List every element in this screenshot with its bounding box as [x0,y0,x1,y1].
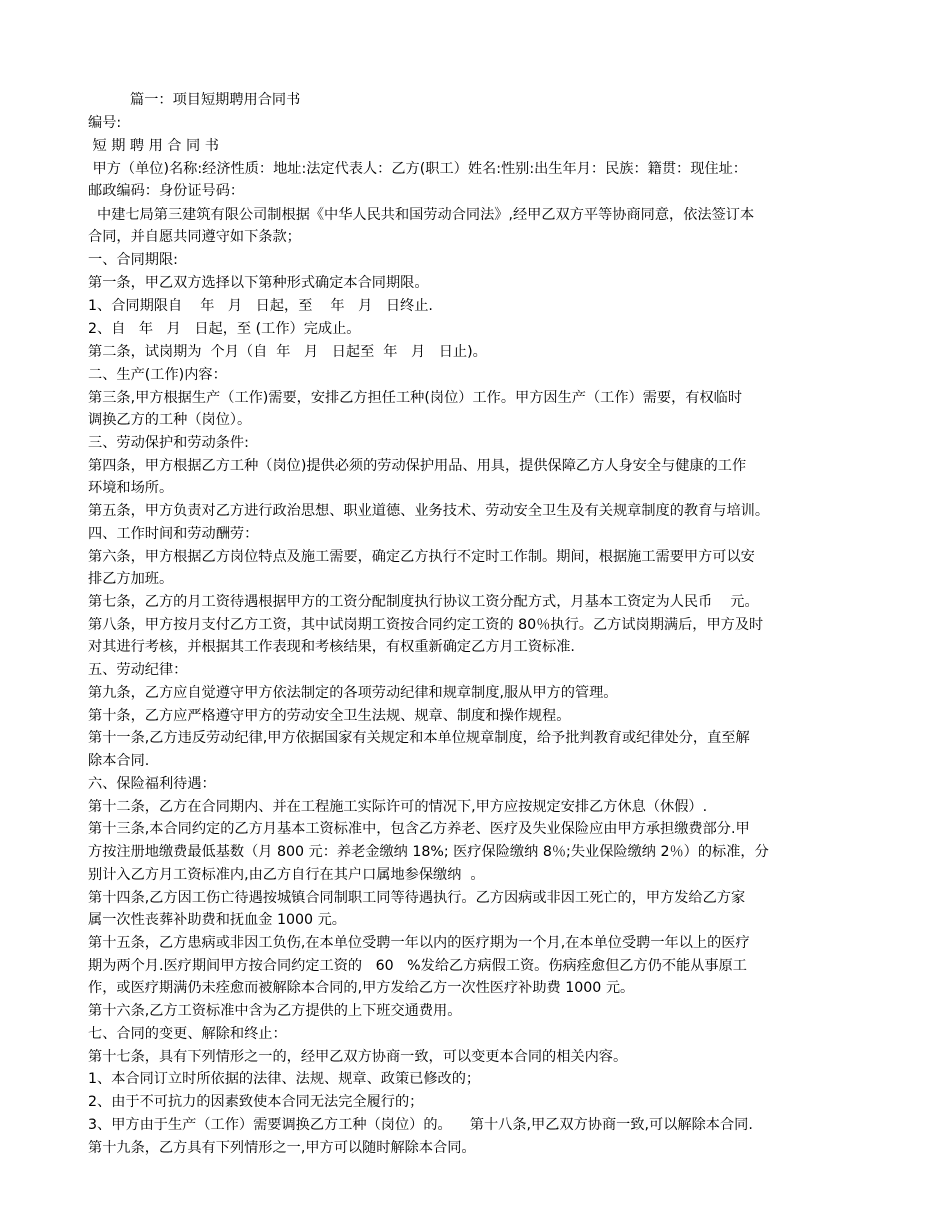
contract-heading: 短 期 聘 用 合 同 书 [88,138,219,154]
paragraph-line: 第八条，甲方按月支付乙方工资，其中试岗期工资按合同约定工资的 80％执行。乙方试岗期满后，甲方及时 [88,617,764,633]
paragraph-line: 中建七局第三建筑有限公司制根据《中华人民共和国劳动合同法》,经甲乙双方平等协商同意，依法签订本 [88,207,755,223]
section-heading: 五、劳动纪律： [88,662,188,678]
paragraph-line: 第十五条，乙方患病或非因工负伤,在本单位受聘一年以内的医疗期为一个月,在本单位受聘一年以上的医疗 [88,935,750,951]
paragraph-line: 第十三条,本合同约定的乙方月基本工资标准中，包含乙方养老、医疗及失业保险应由甲方承担缴费部分.甲 [88,821,750,837]
section-heading: 三、劳动保护和劳动条件: [88,435,249,451]
paragraph-line: 别计入乙方月工资标准内,由乙方自行在其户口属地参保缴纳 。 [88,867,485,883]
paragraph-line: 对其进行考核，并根据其工作表现和考核结果，有权重新确定乙方月工资标准. [88,639,575,655]
parties-line: 邮政编码：身份证号码： [88,183,245,199]
paragraph-line: 第六条，甲方根据乙方岗位特点及施工需要，确定乙方执行不定时工作制。期间，根据施工需要甲方可以安 [88,549,755,565]
paragraph-line: 期为两个月.医疗期间甲方按合同约定工资的 60 %发给乙方病假工资。伤病痊愈但乙方仍不能从事原工 [88,958,747,974]
paragraph-line: 第十四条,乙方因工伤亡待遇按城镇合同制职工同等待遇执行。乙方因病或非因工死亡的，甲方发给乙方家 [88,890,746,906]
paragraph-line: 2、由于不可抗力的因素致使本合同无法完全履行的； [88,1094,424,1110]
paragraph-line: 1、合同期限自 年 月 日起，至 年 月 日终止. [88,298,433,314]
paragraph-line: 第二条，试岗期为 个月（自 年 月 日起至 年 月 日止)。 [88,344,487,360]
paragraph-line: 3、甲方由于生产（工作）需要调换乙方工种（岗位）的。 第十八条,甲乙双方协商一致,可以解除本合同. [88,1117,753,1133]
paragraph-line: 第十六条,乙方工资标准中含为乙方提供的上下班交通费用。 [88,1003,462,1019]
paragraph-line: 第三条,甲方根据生产（工作)需要，安排乙方担任工种(岗位）工作。甲方因生产（工作）需要，有权临时 [88,390,743,406]
paragraph-line: 第十七条，具有下列情形之一的，经甲乙双方协商一致，可以变更本合同的相关内容。 [88,1049,628,1065]
paragraph-line: 除本合同. [88,753,150,769]
paragraph-line: 第一条，甲乙双方选择以下第种形式确定本合同期限。 [88,275,429,291]
parties-line: 甲方（单位)名称:经济性质：地址:法定代表人：乙方(职工）姓名:性别:出生年月：民族：籍贯：现住址： [88,161,747,177]
paragraph-line: 调换乙方的工种（岗位）。 [88,412,252,428]
paragraph-line: 方按注册地缴费最低基数（月 800 元：养老金缴纳 18%; 医疗保险缴纳 8％;失业保险缴纳 2％）的标准，分 [88,844,769,860]
section-heading: 七、合同的变更、解除和终止： [88,1026,287,1042]
section-heading: 二、生产(工作)内容： [88,367,227,383]
paragraph-line: 1、本合同订立时所依据的法律、法规、规章、政策已修改的； [88,1071,481,1087]
paragraph-line: 第五条，甲方负责对乙方进行政治思想、职业道德、业务技术、劳动安全卫生及有关规章制度的教育与培训。 [88,503,770,519]
paragraph-line: 2、自 年 月 日起，至 (工作）完成止。 [88,321,361,337]
paragraph-line: 环境和场所。 [88,480,174,496]
paragraph-line: 第十条，乙方应严格遵守甲方的劳动安全卫生法规、规章、制度和操作规程。 [88,708,571,724]
paragraph-line: 排乙方加班。 [88,571,174,587]
paragraph-line: 第十九条，乙方具有下列情形之一,甲方可以随时解除本合同。 [88,1140,476,1156]
paragraph-line: 第七条，乙方的月工资待遇根据甲方的工资分配制度执行协议工资分配方式，月基本工资定为人民币 元。 [88,594,759,610]
contract-number-label: 编号: [88,115,122,131]
paragraph-line: 第十二条，乙方在合同期内、并在工程施工实际许可的情况下,甲方应按规定安排乙方休息（休假）. [88,799,708,815]
paragraph-line: 第九条，乙方应自觉遵守甲方依法制定的各项劳动纪律和规章制度,服从甲方的管理。 [88,685,618,701]
section-heading: 四、工作时间和劳动酬劳： [88,526,259,542]
paragraph-line: 第十一条,乙方违反劳动纪律,甲方依据国家有关规定和本单位规章制度，给予批判教育或纪律处分，直至解 [88,730,750,746]
paragraph-line: 属一次性丧葬补助费和抚血金 1000 元。 [88,912,346,928]
document-title: 篇一：项目短期聘用合同书 [130,92,301,108]
section-heading: 一、合同期限: [88,252,178,268]
section-heading: 六、保险福利待遇： [88,776,216,792]
paragraph-line: 作，或医疗期满仍未痊愈而被解除本合同的,甲方发给乙方一次性医疗补助费 1000 元。 [88,980,635,996]
paragraph-line: 合同，并自愿共同遵守如下条款； [88,229,301,245]
paragraph-line: 第四条，甲方根据乙方工种（岗位)提供必须的劳动保护用品、用具，提供保障乙方人身安全与健康的工作 [88,458,747,474]
